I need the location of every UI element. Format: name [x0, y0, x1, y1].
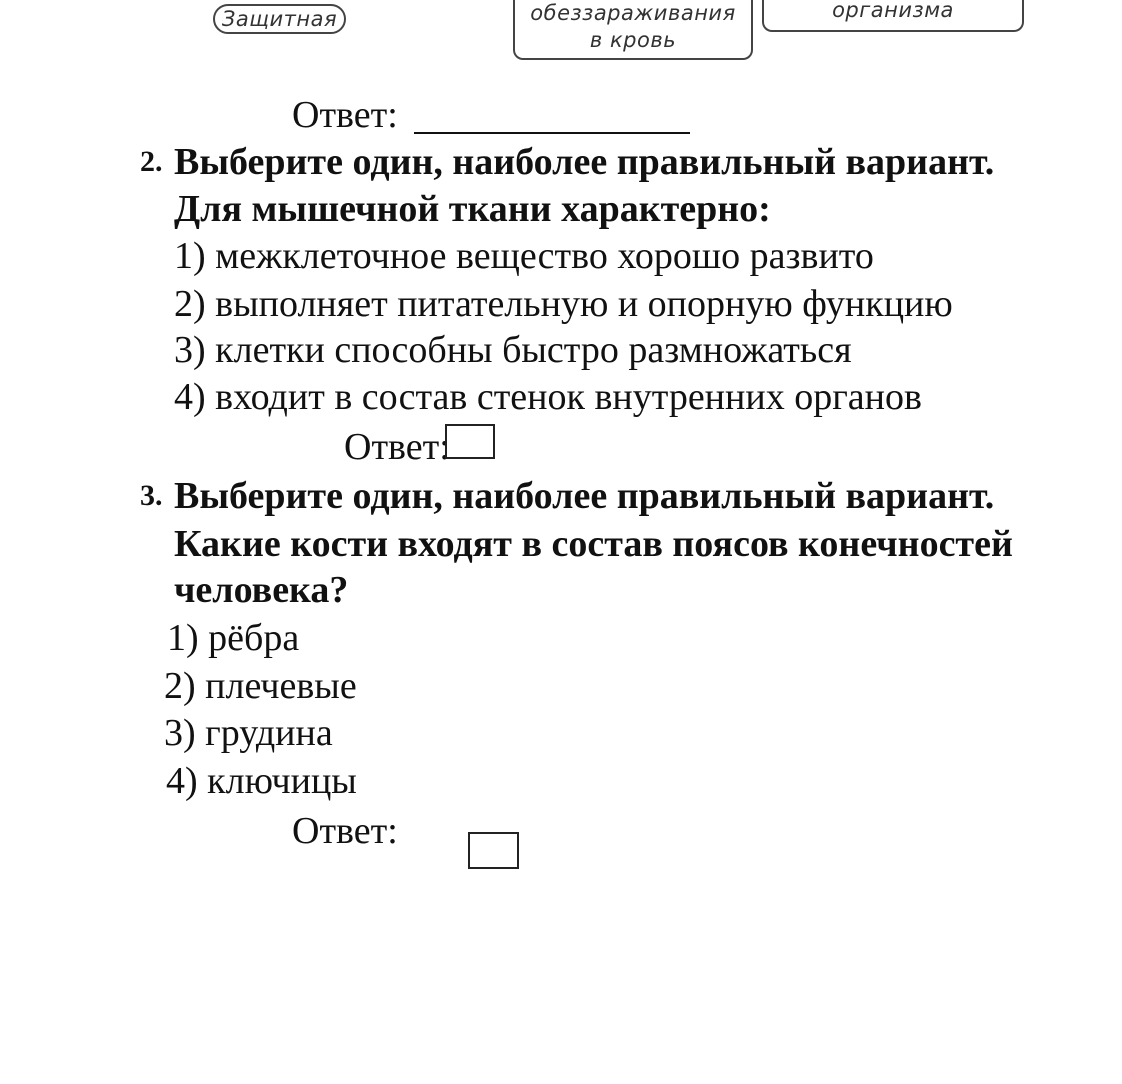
q2-option-3: 3) клетки способны быстро размножаться — [174, 329, 852, 371]
q2-option-1: 1) межклеточное вещество хорошо развито — [174, 235, 874, 277]
diagram-box-disinfection-line1: обеззараживания — [530, 1, 736, 25]
diagram-box-organism: организма — [762, 0, 1024, 32]
q3-answer-box[interactable] — [468, 832, 519, 869]
q1-answer-field[interactable] — [414, 130, 690, 134]
q3-answer-label: Ответ: — [292, 810, 398, 852]
q2-answer-label: Ответ: — [344, 426, 450, 468]
q3-instruction: Выберите один, наиболее правильный вариант. — [174, 475, 995, 517]
q3-question-line2: человека? — [174, 569, 349, 611]
q3-option-3: 3) грудина — [164, 712, 333, 754]
q2-question: Для мышечной ткани характерно: — [174, 188, 771, 230]
q3-option-4: 4) ключицы — [166, 760, 357, 802]
q3-number: 3. — [140, 479, 163, 512]
q2-option-4: 4) входит в состав стенок внутренних органов — [174, 376, 922, 418]
diagram-box-disinfection-line2: в кровь — [589, 28, 677, 52]
q2-number: 2. — [140, 145, 163, 178]
q2-option-2: 2) выполняет питательную и опорную функцию — [174, 283, 953, 325]
q3-option-2: 2) плечевые — [164, 665, 357, 707]
diagram-label-protective: Защитная — [213, 4, 346, 34]
q3-option-1: 1) рёбра — [167, 617, 300, 659]
q3-question-line1: Какие кости входят в состав поясов конечностей — [174, 523, 1013, 565]
diagram-box-disinfection — [513, 0, 753, 60]
q2-instruction: Выберите один, наиболее правильный вариант. — [174, 141, 995, 183]
q1-answer-label: Ответ: — [292, 94, 398, 136]
q2-answer-box[interactable] — [445, 424, 495, 459]
